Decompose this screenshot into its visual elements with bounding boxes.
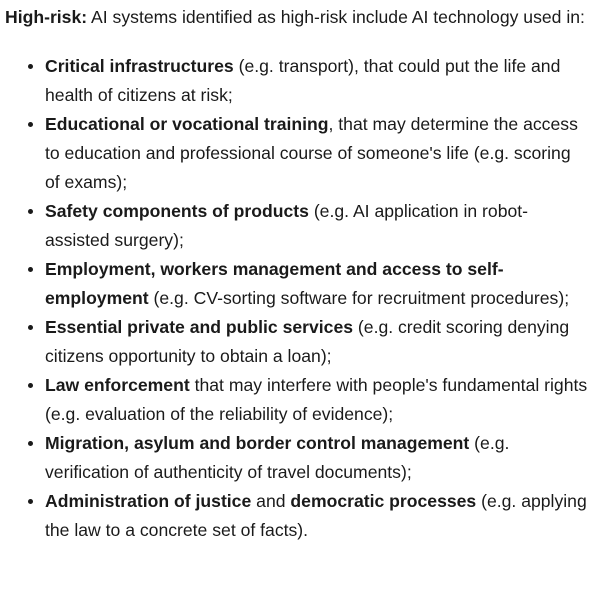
list-item-text: (e.g. CV-sorting software for recruitment procedures);	[148, 288, 570, 308]
list-item-text: (e.g. credit scoring denying citizens opportunity to obtain a loan);	[45, 317, 570, 366]
list-item-bold: Law enforcement	[45, 375, 190, 395]
intro-text: AI systems identified as high-risk include AI technology used in:	[87, 7, 585, 27]
list-item	[45, 371, 589, 429]
list-item	[45, 313, 589, 371]
list-item-bold: Critical infrastructures	[45, 56, 234, 76]
list-item-bold-secondary: democratic processes	[290, 491, 477, 511]
intro-bold-label: High-risk:	[5, 7, 88, 27]
list-item	[45, 255, 589, 313]
list-item-bold: Migration, asylum and border control management	[45, 433, 470, 453]
list-item	[45, 487, 589, 545]
list-item-bold: Employment, workers management and access to self-employment	[45, 259, 504, 308]
list-item-text: and	[251, 491, 291, 511]
list-item	[45, 197, 589, 255]
list-item-bold: Essential private and public services	[45, 317, 354, 337]
list-item-bold: Safety components of products	[45, 201, 309, 221]
list-item-text-secondary: (e.g. applying the law to a concrete set of facts).	[45, 491, 587, 540]
list-item-text: (e.g. transport), that could put the life and health of citizens at risk;	[45, 56, 561, 105]
list-item	[45, 52, 589, 110]
list-item-bold: Educational or vocational training	[45, 114, 329, 134]
high-risk-list	[5, 52, 589, 545]
list-item-text: that may interfere with people's fundamental rights (e.g. evaluation of the reliability of evidence);	[45, 375, 588, 424]
list-item	[45, 110, 589, 197]
list-item-text: (e.g. verification of authenticity of travel documents);	[45, 433, 510, 482]
intro-paragraph	[5, 3, 589, 32]
list-item-bold: Administration of justice	[45, 491, 252, 511]
list-item-text: (e.g. AI application in robot-assisted surgery);	[45, 201, 529, 250]
list-item-text: , that may determine the access to education and professional course of someone's life (e.g. scoring of exams);	[45, 114, 578, 192]
list-item	[45, 429, 589, 487]
